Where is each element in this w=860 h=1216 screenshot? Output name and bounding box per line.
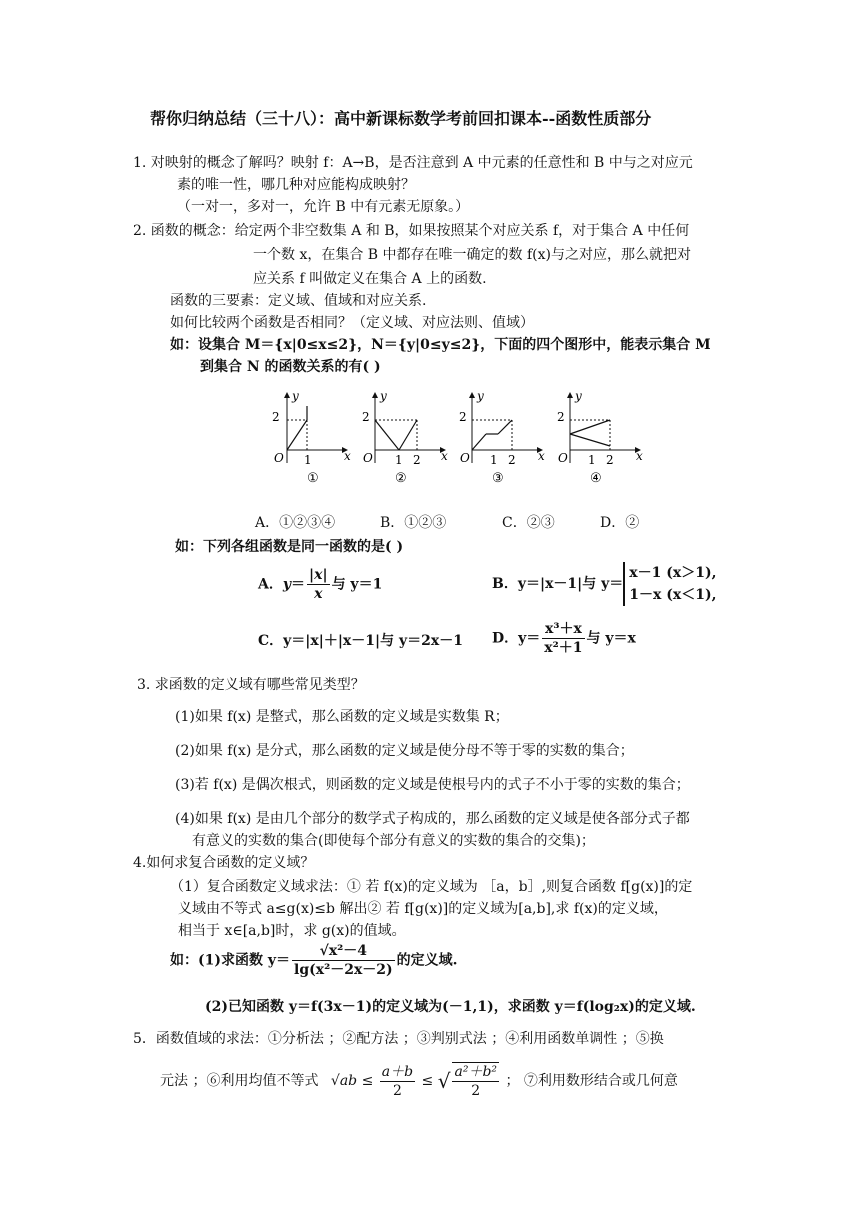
q4-heading: 4.如何求复合函数的定义域？ [133, 855, 315, 871]
graph-2-caption: ② [395, 471, 407, 486]
graph-4-x-label: x [636, 449, 643, 463]
graph-4-tick-2: 2 [557, 410, 565, 424]
choice-d: D．y＝ $\frac{\text{x³＋x}}{\text{x²＋1}}$ 与 y＝x [492, 621, 636, 656]
option-a: A．①②③④ [255, 515, 336, 531]
q2-three-elements: 函数的三要素：定义域、值域和对应关系. [170, 293, 427, 309]
q2-example1-line1: 如：设集合 M＝{x|0≤x≤2}，N＝{y|0≤y≤2}，下面的四个图形中，能表示集合 M [170, 337, 711, 353]
graph-3-tick-1: 1 [490, 453, 498, 467]
q4-line1: （1）复合函数定义域求法：① 若 f(x)的定义域为 ［a，b］,则复合函数 f[g(x)]的定 [170, 879, 693, 895]
q4-example2: (2)已知函数 y＝f(3x－1)的定义域为(－1,1)，求函数 y＝f(log₂x)的定义域. [205, 999, 696, 1015]
graph-3-y-label: y [477, 389, 484, 403]
graph-1-tick-2: 2 [272, 410, 280, 424]
graph-4-caption: ④ [590, 471, 602, 486]
page-title: 帮你归纳总结（三十八）：高中新课标数学考前回扣课本--函数性质部分 [150, 109, 652, 128]
q2-example2: 如：下列各组函数是同一函数的是( ) [175, 539, 404, 555]
q3-item-1: (1)如果 f(x) 是整式，那么函数的定义域是实数集 R； [175, 709, 509, 725]
graph-2-origin: O [363, 451, 373, 465]
graph-4-origin: O [558, 451, 568, 465]
q1-line1: 1. 对映射的概念了解吗？映射 f：A→B，是否注意到 A 中元素的任意性和 B 中与之对应元 [133, 155, 693, 171]
q5-line2: 元法 ；⑥利用均值不等式 √ab ≤ $\frac{a+b}{2}$ ≤ √ $\frac{\text{a²＋b²}}{2}$ ； ⑦利用数形结合或几何意 [160, 1063, 678, 1099]
q4-line2: 义域由不等式 a≤g(x)≤b 解出② 若 f[g(x)]的定义域为[a,b],求 f(x)的定义域， [178, 901, 668, 917]
graph-4-tick-2x: 2 [606, 453, 614, 467]
graph-1-y-label: y [292, 389, 299, 403]
choice-c: C．y＝|x|＋|x－1|与 y＝2x－1 [258, 633, 463, 649]
graph-2-y-label: y [380, 389, 387, 403]
q4-line3: 相当于 x∈[a,b]时，求 g(x)的值域。 [178, 923, 406, 939]
graph-2-x-label: x [441, 449, 448, 463]
graph-3-x-label: x [538, 449, 545, 463]
graph-1-x-label: x [344, 449, 351, 463]
q2-line1: 2. 函数的概念：给定两个非空数集 A 和 B，如果按照某个对应关系 f，对于集合 A 中任何 [133, 223, 690, 239]
choice-a: A．y＝ $\frac{|x|}{x}$ 与 y＝1 [258, 567, 383, 602]
q3-item-4b: 有意义的实数的集合(即使每个部分有意义的实数的集合的交集)； [192, 833, 595, 849]
q2-line2: 一个数 x，在集合 B 中都存在唯一确定的数 f(x)与之对应，那么就把对 [253, 247, 691, 263]
q1-line3: （一对一，多对一，允许 B 中有元素无原象。） [177, 199, 470, 215]
q2-line3: 应关系 f 叫做定义在集合 A 上的函数. [253, 271, 487, 287]
graph-1-tick-1: 1 [304, 453, 312, 467]
graph-2 [362, 389, 448, 486]
graph-3-tick-2x: 2 [508, 453, 516, 467]
q3-item-3: (3)若 f(x) 是偶次根式，则函数的定义域是使根号内的式子不小于零的实数的集合； [175, 777, 690, 793]
function-graphs [262, 388, 642, 488]
graph-4-tick-1: 1 [588, 453, 596, 467]
q3-heading: 3. 求函数的定义域有哪些常见类型？ [137, 677, 365, 693]
graph-4-y-label: y [575, 389, 582, 403]
graph-4 [557, 389, 643, 486]
graph-3 [459, 389, 545, 486]
graph-3-caption: ③ [492, 471, 504, 486]
q2-example1-line2: 到集合 N 的函数关系的有( ) [200, 359, 381, 375]
option-d: D．② [600, 515, 640, 531]
graph-1-origin: O [274, 451, 284, 465]
q3-item-4a: (4)如果 f(x) 是由几个部分的数学式子构成的，那么函数的定义域是使各部分式子都 [175, 811, 690, 827]
option-b: B．①②③ [380, 515, 447, 531]
q3-item-2: (2)如果 f(x) 是分式，那么函数的定义域是使分母不等于零的实数的集合； [175, 743, 634, 759]
graph-2-tick-2: 2 [362, 410, 370, 424]
graph-1 [272, 389, 351, 486]
q4-example1: 如：(1)求函数 y＝ $\frac{\text{√x²－4}}{\text{lg(x²－2x－2)}}$ 的定义域. [170, 943, 458, 978]
graph-2-tick-2x: 2 [413, 453, 421, 467]
graph-2-tick-1: 1 [395, 453, 403, 467]
graph-3-tick-2: 2 [459, 410, 467, 424]
q1-line2: 素的唯一性，哪几种对应能构成映射？ [177, 177, 415, 193]
q2-compare: 如何比较两个函数是否相同？（定义域、对应法则、值域） [170, 315, 534, 331]
graph-1-caption: ① [307, 471, 319, 486]
option-c: C．②③ [502, 515, 555, 531]
graph-3-origin: O [460, 451, 470, 465]
q5-line1: 5．函数值域的求法：①分析法 ；②配方法 ；③判别式法 ；④利用函数单调性 ；⑤换 [133, 1031, 664, 1047]
choice-b: B．y＝|x－1|与 y＝ x－1 (x＞1), 1－x (x＜1), [492, 562, 716, 606]
